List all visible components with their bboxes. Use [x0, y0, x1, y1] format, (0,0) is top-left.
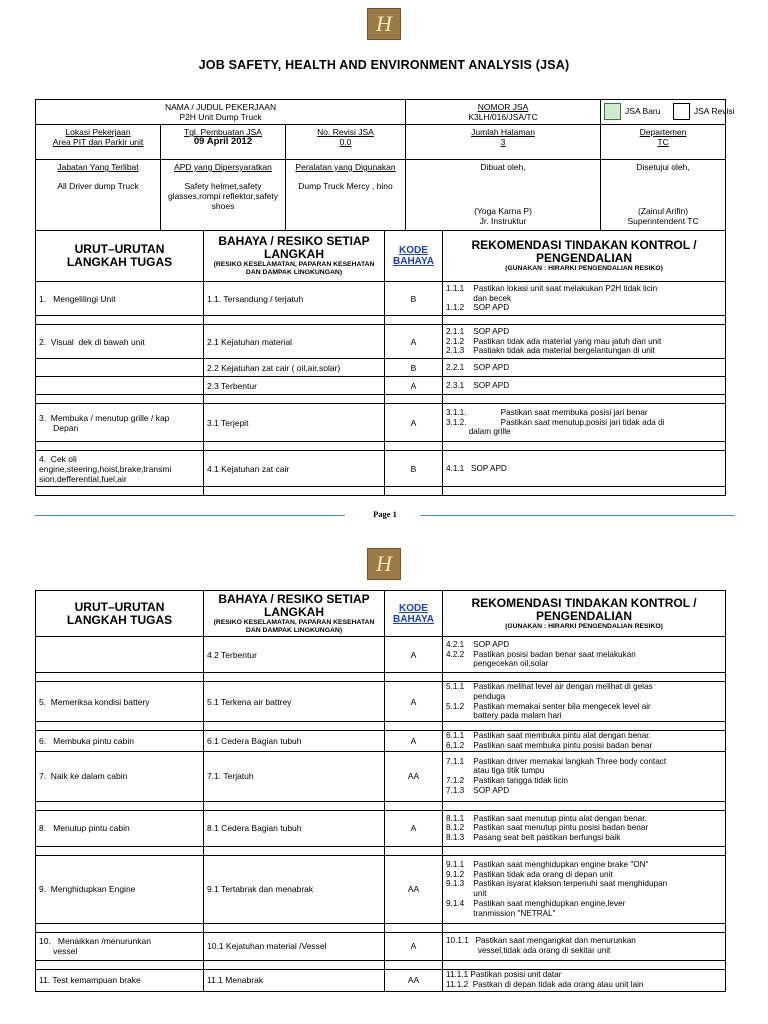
revisi-value: 0.0	[339, 137, 352, 147]
hazard-code-cell: B	[385, 282, 443, 316]
spacer-row	[36, 960, 726, 969]
empty-cell	[36, 395, 204, 404]
empty-cell	[36, 923, 204, 932]
empty-cell	[36, 442, 204, 451]
hazard-cell: 1.1. Tersandung / terjatuh	[204, 282, 385, 316]
hazard-cell: 2.2 Kejatuhan zat cair ( oil,air,solar)	[204, 359, 385, 377]
tanggal-cell	[161, 125, 286, 160]
hazard-cell: 11.1 Menabrak	[204, 969, 385, 991]
step-cell: 10. Menaikkan /menurunkan vessel	[36, 932, 204, 960]
hazard-code-cell: A	[385, 682, 443, 722]
empty-cell	[204, 442, 385, 451]
empty-cell	[36, 673, 204, 682]
empty-cell	[385, 846, 443, 855]
rekom-subtitle: (GUNAKAN : HIRARKI PENGENDALIAN RESIKO)	[505, 622, 663, 630]
jsa-header-table	[35, 99, 735, 231]
jabatan-label: Jabatan Yang Terlibat	[57, 162, 139, 172]
empty-cell	[204, 801, 385, 810]
hazard-cell: 6.1 Cedera Bagian tubuh	[204, 731, 385, 752]
jsa-baru-label: JSA Baru	[625, 105, 661, 116]
empty-cell	[36, 801, 204, 810]
recommendation-line: 9.1.3 Pastikan isyarat klakson terpenuhi saat menghidupan	[446, 879, 668, 889]
recommendation-cell	[443, 282, 726, 316]
jsa-number-label: NOMOR JSA	[477, 102, 529, 112]
recommendation-line: 7.1.3 SOP APD	[446, 786, 510, 796]
empty-cell	[36, 846, 204, 855]
recommendation-cell	[443, 377, 726, 395]
hazard-code-cell: A	[385, 932, 443, 960]
empty-cell	[385, 487, 443, 496]
step-cell: 1. Mengelilingi Unit	[36, 282, 204, 316]
empty-cell	[36, 316, 204, 325]
step-cell: 4. Cek oli engine,steering,hoist,brake,transmi sion,defferential,fuel,air	[36, 451, 204, 487]
table-row	[36, 855, 726, 923]
hazard-code-cell: A	[385, 731, 443, 752]
recommendation-line: battery pada malam hari	[446, 711, 562, 721]
apd-cell	[161, 160, 286, 231]
col-rekom-header	[443, 231, 726, 282]
step-cell: 5. Memeriksa kondisi battery	[36, 682, 204, 722]
table-row	[36, 359, 726, 377]
empty-cell	[385, 960, 443, 969]
dibuat-title: Jr. Instruktur	[479, 216, 527, 226]
empty-cell	[385, 722, 443, 731]
disetujui-label: Disetujui oleh,	[636, 162, 690, 172]
empty-cell	[204, 673, 385, 682]
recommendation-line: 10.1.1 Pastikan saat mengangkat dan menurunkan	[446, 936, 636, 946]
revisi-cell	[286, 125, 406, 160]
recommendation-line: 2.2.1 SOP APD	[446, 362, 510, 372]
rekom-title: REKOMENDASI TINDAKAN KONTROL / PENGENDALIAN	[471, 238, 697, 265]
recommendation-line: atau tiga titik tumpu	[446, 766, 545, 776]
recommendation-line: 4.2.1 SOP APD	[446, 639, 510, 649]
recommendation-line: 9.1.2 Pastikan tidak ada orang di depan unit	[446, 869, 613, 879]
hazard-code-cell: AA	[385, 751, 443, 801]
dibuat-label: Dibuat oleh,	[480, 162, 526, 172]
empty-cell	[36, 487, 204, 496]
hazard-table-page2	[35, 590, 726, 992]
empty-cell	[385, 923, 443, 932]
company-logo: H	[367, 8, 401, 40]
empty-cell	[385, 316, 443, 325]
hazard-cell: 4.2 Terbentur	[204, 637, 385, 673]
col-rekom-header	[443, 591, 726, 637]
hazard-code-cell: B	[385, 451, 443, 487]
table-row	[36, 731, 726, 752]
bahaya-subtitle: (RESIKO KESELAMATAN, PAPARAN KESEHATAN DAN DAMPAK LINGKUNGAN)	[213, 618, 375, 634]
empty-cell	[204, 923, 385, 932]
recommendation-line: 4.1.1 SOP APD	[446, 463, 507, 473]
hazard-code-cell: A	[385, 637, 443, 673]
column-header-row	[36, 231, 726, 282]
step-cell: 9. Menghidupkan Engine	[36, 855, 204, 923]
table-row	[36, 451, 726, 487]
step-cell	[36, 359, 204, 377]
hazard-code-cell: AA	[385, 969, 443, 991]
departemen-value: TC	[657, 137, 669, 147]
recommendation-line: 8.1.1 Pastikan saat menutup pintu alat dengan benar.	[446, 813, 647, 823]
recommendation-line: 2.1.1 SOP APD	[446, 326, 510, 336]
col-urutan-header: URUT–URUTAN LANGKAH TUGAS	[36, 591, 204, 637]
peralatan-label: Peralatan yang Digunakan	[295, 162, 396, 172]
hazard-code-cell: A	[385, 404, 443, 442]
step-cell: 3. Membuka / menutup grille / kap Depan	[36, 404, 204, 442]
table-row	[36, 282, 726, 316]
page-footer	[35, 509, 735, 521]
page-number: Page 1	[373, 509, 397, 519]
empty-cell	[443, 395, 726, 404]
jsa-baru-checkbox[interactable]	[604, 103, 621, 120]
empty-cell	[443, 960, 726, 969]
recommendation-line: 5.1.1 Pastikan melihat level air dengan melihat di gelas	[446, 682, 653, 691]
recommendation-cell	[443, 751, 726, 801]
recommendation-line: 2.3.1 SOP APD	[446, 380, 510, 390]
step-cell	[36, 377, 204, 395]
empty-cell	[443, 846, 726, 855]
recommendation-line: dan becek	[446, 293, 512, 303]
empty-cell	[443, 801, 726, 810]
spacer-row	[36, 846, 726, 855]
hazard-cell: 8.1 Cedera Bagian tubuh	[204, 810, 385, 846]
jsa-number-cell	[406, 100, 601, 125]
jsa-type-cell	[601, 100, 735, 125]
empty-cell	[204, 395, 385, 404]
recommendation-line: vessel,tidak ada orang di sekitar unit	[446, 946, 611, 956]
recommendation-cell	[443, 731, 726, 752]
step-cell: 11. Test kemampuan brake	[36, 969, 204, 991]
table-row	[36, 637, 726, 673]
recommendation-line: 5.1.2 Pastikan memakai senter bila mengecek level air	[446, 701, 651, 711]
peralatan-cell	[286, 160, 406, 231]
spacer-row	[36, 801, 726, 810]
kode-bahaya-link[interactable]: KODE BAHAYA	[393, 245, 434, 267]
table-row	[36, 325, 726, 359]
empty-cell	[443, 722, 726, 731]
empty-cell	[385, 442, 443, 451]
dibuat-cell	[406, 160, 601, 231]
step-cell: 7. Naik ke dalam cabin	[36, 751, 204, 801]
step-cell	[36, 637, 204, 673]
recommendation-line: 2.1.3 Pastiakn tidak ada material bergelantungan di unit	[446, 346, 655, 356]
recommendation-cell	[443, 637, 726, 673]
spacer-row	[36, 923, 726, 932]
hazard-code-cell: AA	[385, 855, 443, 923]
recommendation-cell	[443, 932, 726, 960]
lokasi-value: Area PIT dan Parkir unit	[52, 137, 144, 147]
col-bahaya-header	[204, 231, 385, 282]
spacer-row	[36, 395, 726, 404]
step-cell: 8. Menutup pintu cabin	[36, 810, 204, 846]
recommendation-line: penduga	[446, 691, 506, 701]
recommendation-line: 6.1.1 Pastikan saat membuka pintu alat dengan benar.	[446, 731, 651, 741]
recommendation-line: dalam grille	[446, 427, 511, 437]
empty-cell	[204, 487, 385, 496]
hazard-code-cell: A	[385, 377, 443, 395]
table-row	[36, 810, 726, 846]
job-name-value: P2H Unit Dump Truck	[179, 112, 262, 122]
departemen-label: Departemen	[639, 127, 687, 137]
recommendation-cell	[443, 359, 726, 377]
recommendation-cell	[443, 682, 726, 722]
col-urutan-header: URUT–URUTAN LANGKAH TUGAS	[36, 231, 204, 282]
recommendation-line: 3.1.1. Pastikan saat membuka posisi jari benar	[446, 407, 648, 417]
job-name-label: NAMA / JUDUL PEKERJAAN	[164, 102, 277, 112]
disetujui-name: (Zainul Arifin)	[638, 206, 689, 216]
hazard-cell: 3.1 Terjepit	[204, 404, 385, 442]
hazard-cell: 4.1 Kejatuhan zat cair	[204, 451, 385, 487]
apd-label: APD yang Dipersyaratkan	[174, 162, 272, 172]
step-cell: 2. Visual dek di bawah unit	[36, 325, 204, 359]
recommendation-line: unit	[446, 889, 487, 899]
lokasi-cell	[36, 125, 161, 160]
table-row	[36, 682, 726, 722]
hazard-cell: 5.1 Terkena air battrey	[204, 682, 385, 722]
hazard-cell: 7.1. Terjatuh	[204, 751, 385, 801]
company-logo-page2: H	[367, 548, 401, 580]
hazard-cell: 10.1 Kejatuhan material /Vessel	[204, 932, 385, 960]
column-header-row-page2	[36, 591, 726, 637]
recommendation-cell	[443, 969, 726, 991]
spacer-row	[36, 722, 726, 731]
lokasi-label: Lokasi Pekerjaan	[65, 127, 131, 137]
jsa-number-value: K3LH/016/JSA/TC	[468, 112, 538, 122]
hazard-cell: 9.1 Tertabrak dan menabrak	[204, 855, 385, 923]
rekom-subtitle: (GUNAKAN : HIRARKI PENGENDALIAN RESIKO)	[505, 265, 663, 272]
apd-value: Safety helmet,safety glasses,rompi reflektor,safety shoes	[167, 181, 279, 211]
table-row	[36, 932, 726, 960]
jsa-revisi-checkbox[interactable]	[673, 103, 690, 120]
empty-cell	[385, 801, 443, 810]
recommendation-cell	[443, 810, 726, 846]
recommendation-line: 9.1.1 Pastikan saat menghidupkan engine brake "ON"	[446, 859, 649, 869]
empty-cell	[204, 960, 385, 969]
empty-cell	[443, 442, 726, 451]
empty-cell	[443, 487, 726, 496]
empty-cell	[36, 960, 204, 969]
jabatan-cell	[36, 160, 161, 231]
empty-cell	[36, 722, 204, 731]
recommendation-line: pengecekan oil,solar	[446, 659, 549, 669]
empty-cell	[443, 923, 726, 932]
recommendation-line: 1.1.2 SOP APD	[446, 303, 510, 313]
bahaya-subtitle: (RESIKO KESELAMATAN, PAPARAN KESEHATAN DAN DAMPAK LINGKUNGAN)	[213, 261, 375, 276]
halaman-cell	[406, 125, 601, 160]
spacer-row	[36, 487, 726, 496]
empty-cell	[443, 316, 726, 325]
recommendation-line: 4.2.2 Pastikan posisi badan benar saat melakukan	[446, 649, 636, 659]
recommendation-line: 9.1.4 Pastikan saat menghidupkan engine,lever	[446, 899, 626, 909]
jsa-revisi-label: JSA Revisi	[693, 105, 735, 116]
job-name-cell	[36, 100, 406, 125]
tanggal-value: 09 April 2012	[193, 136, 253, 147]
recommendation-cell	[443, 404, 726, 442]
table-row	[36, 751, 726, 801]
empty-cell	[443, 673, 726, 682]
recommendation-line: 3.1.2. Pastikan saat menutup,posisi jari tidak ada di	[446, 417, 665, 427]
recommendation-line: 11.1.2 Pastkan di depan tidak ada orang atau unit lain	[446, 980, 644, 990]
empty-cell	[204, 316, 385, 325]
jabatan-value: All Driver dump Truck	[57, 181, 139, 191]
col-kode-header[interactable]	[385, 231, 443, 282]
kode-bahaya-link[interactable]: KODE BAHAYA	[393, 602, 434, 625]
recommendation-line: tranmission "NETRAL"	[446, 908, 556, 918]
table-row	[36, 969, 726, 991]
empty-cell	[385, 395, 443, 404]
document-title: JOB SAFETY, HEALTH AND ENVIRONMENT ANALYSIS (JSA)	[198, 58, 570, 72]
recommendation-line: 8.1.3 Pasang seat belt pastikan berfungsi baik	[446, 833, 621, 843]
recommendation-cell	[443, 451, 726, 487]
tanggal-label: Tgl. Pembuatan JSA	[184, 127, 262, 137]
recommendation-line: 8.1.2 Pastikan saat menutup pintu posisi badan benar	[446, 823, 649, 833]
table-row	[36, 404, 726, 442]
hazard-cell: 2.1 Kejatuhan material	[204, 325, 385, 359]
departemen-cell	[601, 125, 726, 160]
disetujui-title: Superintendent TC	[627, 216, 699, 226]
hazard-code-cell: A	[385, 810, 443, 846]
recommendation-line: 6.1.2 Pastikan saat membuka pintu posisi badan benar	[446, 740, 653, 750]
recommendation-line: 1.1.1 Pastikan lokasi unit saat melakukan P2H tidak licin	[446, 283, 658, 293]
spacer-row	[36, 673, 726, 682]
empty-cell	[204, 846, 385, 855]
halaman-label: Jumlah Halaman	[471, 127, 535, 137]
table-row	[36, 377, 726, 395]
empty-cell	[385, 673, 443, 682]
recommendation-line: 2.1.2 Pastikan tidak ada material yang mau jatuh dari unit	[446, 336, 662, 346]
rekom-title: REKOMENDASI TINDAKAN KONTROL / PENGENDALIAN	[471, 595, 697, 623]
empty-cell	[204, 722, 385, 731]
peralatan-value: Dump Truck Mercy , hino	[298, 181, 393, 191]
dibuat-name: (Yoga Karna P)	[474, 206, 532, 216]
hazard-code-cell: A	[385, 325, 443, 359]
halaman-value: 3	[500, 137, 506, 147]
recommendation-line: 7.1.2 Pastikan tangga tidak licin	[446, 776, 568, 786]
recommendation-line: 11.1.1 Pastikan posisi unit datar	[446, 970, 562, 980]
recommendation-cell	[443, 325, 726, 359]
revisi-label: No. Revisi JSA	[317, 127, 374, 137]
recommendation-line: 7.1.1 Pastikan driver memakai langkah Three body contact	[446, 756, 667, 766]
hazard-cell: 2.3 Terbentur	[204, 377, 385, 395]
col-bahaya-header	[204, 591, 385, 637]
spacer-row	[36, 316, 726, 325]
bahaya-title: BAHAYA / RESIKO SETIAP LANGKAH	[218, 234, 370, 261]
step-cell: 6. Membuka pintu cabin	[36, 731, 204, 752]
hazard-table-page1	[35, 230, 726, 496]
recommendation-cell	[443, 855, 726, 923]
disetujui-cell	[601, 160, 726, 231]
spacer-row	[36, 442, 726, 451]
bahaya-title: BAHAYA / RESIKO SETIAP LANGKAH	[218, 591, 370, 619]
hazard-code-cell: B	[385, 359, 443, 377]
col-kode-header[interactable]	[385, 591, 443, 637]
